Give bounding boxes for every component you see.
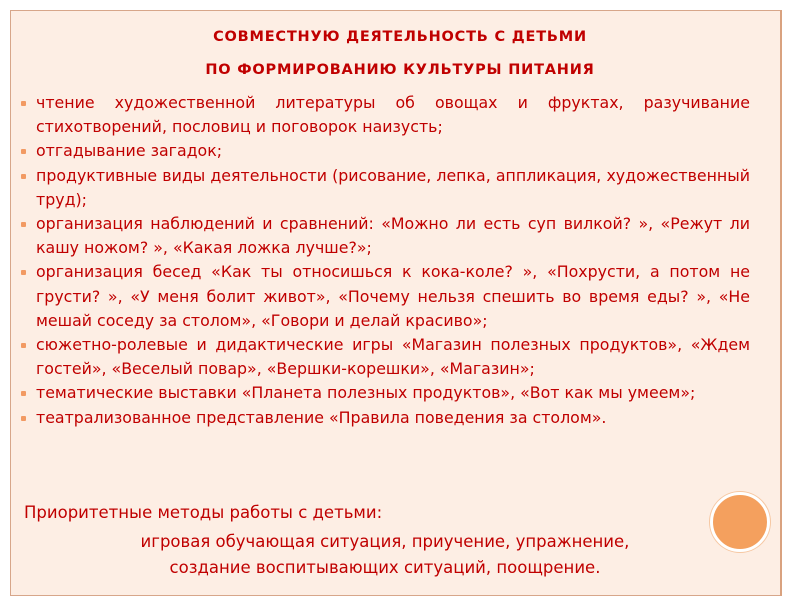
activity-item-text: театрализованное представление «Правила поведения за столом». [36, 407, 607, 427]
activity-item-text: организация наблюдений и сравнений: «Можно ли есть суп вилкой? », «Режут ли кашу ножом? », «Какая ложка лучше?»; [36, 214, 750, 258]
bullet-icon [21, 149, 26, 154]
slide-border-line [780, 10, 782, 596]
activity-item-text: продуктивные виды деятельности (рисование, лепка, аппликация, художественный труд); [36, 165, 750, 209]
methods-line-2: создание воспитывающих ситуаций, поощрение. [169, 558, 601, 577]
activity-item-reading [20, 91, 750, 139]
bullet-icon [21, 391, 26, 396]
activity-item-observations [20, 212, 750, 260]
activity-item-riddles [20, 139, 750, 163]
bullet-icon [21, 343, 26, 348]
activity-item-text: сюжетно-ролевые и дидактические игры «Магазин полезных продуктов», «Ждем гостей», «Веселый повар», «Вершки-корешки», «Магазин»; [36, 335, 750, 379]
bullet-icon [21, 222, 26, 227]
activity-list [20, 91, 750, 430]
activity-item-conversations [20, 260, 750, 333]
activity-item-text: чтение художественной литературы об овощах и фруктах, разучивание стихотворений, пословиц и поговорок наизусть; [36, 93, 750, 137]
activity-item-games [20, 333, 750, 381]
activity-item-theatre [20, 406, 750, 430]
activity-item-productive [20, 164, 750, 212]
activity-item-text: отгадывание загадок; [36, 141, 223, 161]
bullet-icon [21, 416, 26, 421]
bullet-icon [21, 270, 26, 275]
slide-title-line-1: СОВМЕСТНУЮ ДЕЯТЕЛЬНОСТЬ С ДЕТЬМИ [213, 29, 587, 45]
methods-heading: Приоритетные методы работы с детьми: [24, 503, 383, 522]
activity-item-exhibitions [20, 381, 750, 405]
methods-line-1: игровая обучающая ситуация, приучение, упражнение, [140, 532, 630, 551]
bullet-icon [21, 101, 26, 106]
activity-item-text: организация бесед «Как ты относишься к кока-коле? », «Похрусти, а потом не грусти? », «У меня болит живот», «Почему нельзя спешить во время еды? », «Не мешай соседу за столом», «Говори и делай красиво»; [36, 262, 750, 330]
activity-item-text: тематические выставки «Планета полезных продуктов», «Вот как мы умеем»; [36, 383, 696, 403]
bullet-icon [21, 174, 26, 179]
slide-title-line-2: ПО ФОРМИРОВАНИЮ КУЛЬТУРЫ ПИТАНИЯ [205, 62, 595, 78]
